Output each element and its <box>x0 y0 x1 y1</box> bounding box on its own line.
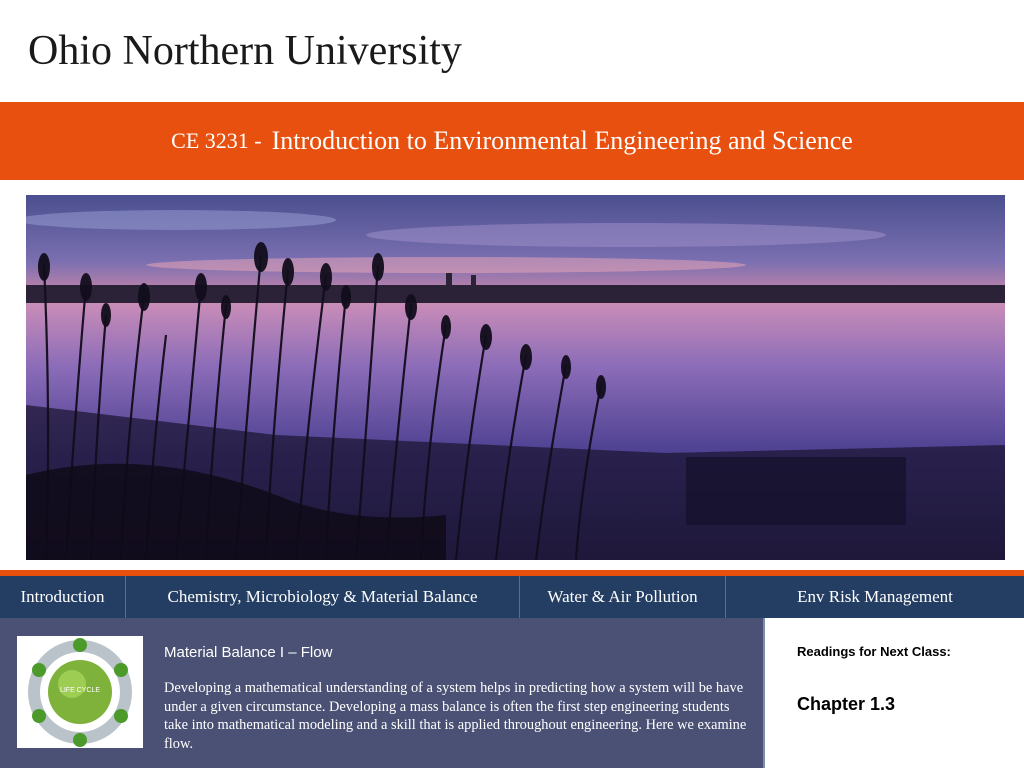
university-title: Ohio Northern University <box>28 28 462 74</box>
readings-panel <box>763 618 1024 768</box>
lesson-description: Developing a mathematical understanding of a system helps in predicting how a system will be have under a given circumstance. Developing a mass balance is often the first step engineering students take into mathematical modeling and a skill that is applied throughout engineering. Here we examine flow. <box>164 680 747 753</box>
course-code: CE 3231 - <box>171 128 262 153</box>
lesson-panel <box>0 618 763 768</box>
life-cycle-assessment-icon <box>17 636 143 748</box>
nav-introduction[interactable]: Introduction <box>0 576 126 618</box>
course-name: Introduction to Environmental Engineering and Science <box>271 126 853 155</box>
readings-chapter: Chapter 1.3 <box>797 694 896 714</box>
hero-photo <box>26 195 1005 560</box>
nav-water-air-pollution[interactable]: Water & Air Pollution <box>520 576 726 618</box>
life-cycle-label: LIFE CYCLE <box>59 687 101 694</box>
course-banner <box>0 102 1024 180</box>
nav-chemistry-microbiology-material-balance[interactable]: Chemistry, Microbiology & Material Balance <box>126 576 520 618</box>
nav-env-risk-management[interactable]: Env Risk Management <box>797 587 953 606</box>
readings-label: Readings for Next Class: <box>797 644 951 659</box>
topic-nav <box>0 576 1024 618</box>
lesson-title: Material Balance I – Flow <box>164 644 333 661</box>
